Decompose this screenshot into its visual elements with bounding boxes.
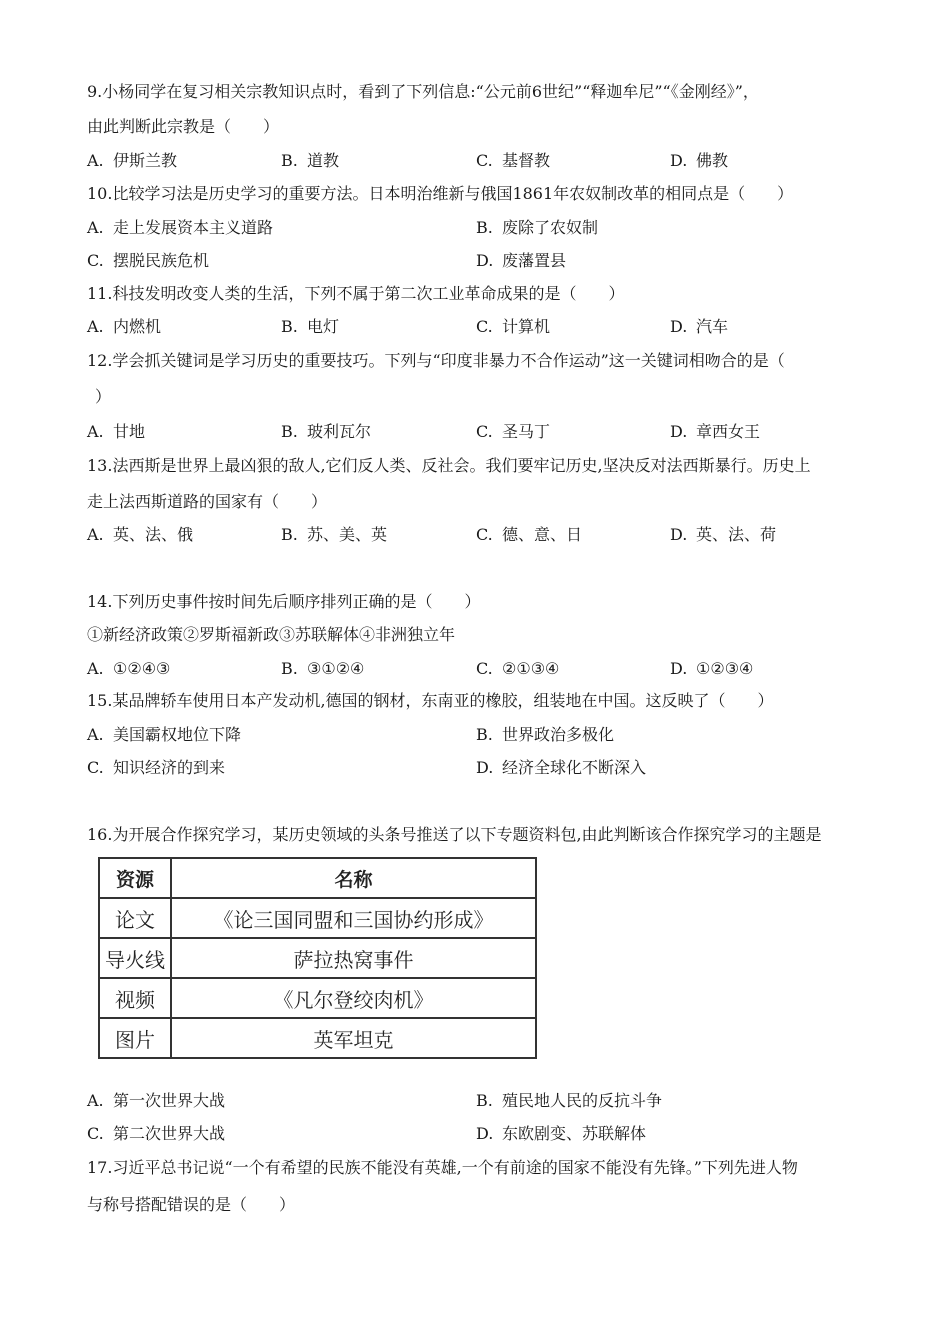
table-row bbox=[99, 898, 536, 938]
option-text: 玻利瓦尔 bbox=[307, 422, 372, 441]
resource-table bbox=[98, 857, 537, 1059]
q10-option-c[interactable] bbox=[87, 251, 209, 271]
table-cell-resource: 论文 bbox=[99, 898, 171, 938]
table-header-resource: 资源 bbox=[99, 858, 171, 898]
option-letter: A. bbox=[87, 317, 104, 336]
question-13-stem: 13.法西斯是世界上最凶狠的敌人,它们反人类、反社会。我们要牢记历史,坚决反对法西斯暴行。历史上 bbox=[87, 456, 811, 475]
q14-option-a[interactable] bbox=[87, 659, 170, 679]
table-cell-resource: 视频 bbox=[99, 978, 171, 1018]
option-letter: A. bbox=[87, 218, 104, 237]
option-letter: D. bbox=[476, 251, 494, 270]
q11-option-b[interactable] bbox=[281, 317, 339, 337]
option-text: 英、法、荷 bbox=[696, 525, 777, 544]
option-letter: C. bbox=[87, 1124, 104, 1143]
question-14-stem: 14.下列历史事件按时间先后顺序排列正确的是（ ） bbox=[87, 592, 481, 611]
q10-option-d[interactable] bbox=[476, 251, 566, 271]
q10-option-a[interactable] bbox=[87, 218, 273, 238]
option-text: 章西女王 bbox=[696, 422, 761, 441]
table-row bbox=[99, 978, 536, 1018]
table-cell-name: 萨拉热窝事件 bbox=[171, 938, 536, 978]
question-16-stem: 16.为开展合作探究学习，某历史领域的头条号推送了以下专题资料包,由此判断该合作探究学习的主题是 bbox=[87, 825, 822, 844]
option-letter: C. bbox=[476, 317, 493, 336]
option-letter: C. bbox=[476, 659, 493, 678]
q11-option-d[interactable] bbox=[670, 317, 728, 337]
option-text: 圣马丁 bbox=[502, 422, 551, 441]
option-text: 殖民地人民的反抗斗争 bbox=[502, 1091, 663, 1110]
q15-option-d[interactable] bbox=[476, 758, 646, 778]
q16-option-b[interactable] bbox=[476, 1091, 662, 1111]
option-text: 英、法、俄 bbox=[113, 525, 194, 544]
option-text: 佛教 bbox=[696, 151, 729, 170]
question-17-stem-cont: 与称号搭配错误的是（ ） bbox=[87, 1195, 296, 1214]
table-cell-resource: 导火线 bbox=[99, 938, 171, 978]
option-text: ①②③④ bbox=[696, 659, 754, 678]
q16-option-d[interactable] bbox=[476, 1124, 646, 1144]
question-10-stem: 10.比较学习法是历史学习的重要方法。日本明治维新与俄国1861年农奴制改革的相同点是（ ） bbox=[87, 184, 794, 203]
option-letter: B. bbox=[476, 725, 493, 744]
option-letter: C. bbox=[476, 151, 493, 170]
option-text: 摆脱民族危机 bbox=[113, 251, 210, 270]
option-letter: C. bbox=[476, 525, 493, 544]
option-text: 道教 bbox=[307, 151, 340, 170]
question-11-stem: 11.科技发明改变人类的生活，下列不属于第二次工业革命成果的是（ ） bbox=[87, 284, 625, 303]
option-letter: D. bbox=[670, 659, 688, 678]
q12-option-d[interactable] bbox=[670, 422, 760, 442]
option-text: 计算机 bbox=[502, 317, 551, 336]
q12-option-a[interactable] bbox=[87, 422, 145, 442]
option-text: 废藩置县 bbox=[502, 251, 567, 270]
option-text: 电灯 bbox=[307, 317, 340, 336]
option-letter: A. bbox=[87, 151, 104, 170]
table-cell-name: 《凡尔登绞肉机》 bbox=[171, 978, 536, 1018]
option-text: 美国霸权地位下降 bbox=[113, 725, 242, 744]
q12-option-c[interactable] bbox=[476, 422, 550, 442]
option-text: 伊斯兰教 bbox=[113, 151, 178, 170]
option-text: 世界政治多极化 bbox=[502, 725, 615, 744]
option-letter: D. bbox=[476, 1124, 494, 1143]
option-letter: D. bbox=[670, 422, 688, 441]
q14-option-c[interactable] bbox=[476, 659, 559, 679]
q13-option-b[interactable] bbox=[281, 525, 387, 545]
option-text: 走上发展资本主义道路 bbox=[113, 218, 274, 237]
q12-option-b[interactable] bbox=[281, 422, 371, 442]
table-cell-name: 《论三国同盟和三国协约形成》 bbox=[171, 898, 536, 938]
option-letter: A. bbox=[87, 525, 104, 544]
q11-option-c[interactable] bbox=[476, 317, 550, 337]
option-letter: A. bbox=[87, 1091, 104, 1110]
table-cell-resource: 图片 bbox=[99, 1018, 171, 1058]
q9-option-b[interactable] bbox=[281, 151, 339, 171]
table-header-name: 名称 bbox=[171, 858, 536, 898]
q14-option-b[interactable] bbox=[281, 659, 364, 679]
q15-option-c[interactable] bbox=[87, 758, 225, 778]
option-letter: B. bbox=[281, 151, 298, 170]
table-row bbox=[99, 1018, 536, 1058]
option-text: 甘地 bbox=[113, 422, 146, 441]
option-letter: B. bbox=[281, 317, 298, 336]
option-text: 东欧剧变、苏联解体 bbox=[502, 1124, 647, 1143]
option-text: 基督教 bbox=[502, 151, 551, 170]
option-letter: C. bbox=[476, 422, 493, 441]
q9-option-a[interactable] bbox=[87, 151, 177, 171]
question-13-stem-cont: 走上法西斯道路的国家有（ ） bbox=[87, 492, 328, 511]
option-text: ①②④③ bbox=[113, 659, 171, 678]
question-9-stem: 9.小杨同学在复习相关宗教知识点时，看到了下列信息:“公元前6世纪”“释迦牟尼”“《金刚经》”， bbox=[87, 82, 759, 101]
q10-option-b[interactable] bbox=[476, 218, 598, 238]
option-text: 汽车 bbox=[696, 317, 729, 336]
q13-option-c[interactable] bbox=[476, 525, 582, 545]
option-text: 知识经济的到来 bbox=[113, 758, 226, 777]
option-letter: B. bbox=[476, 1091, 493, 1110]
table-cell-name: 英军坦克 bbox=[171, 1018, 536, 1058]
q9-option-d[interactable] bbox=[670, 151, 728, 171]
q15-option-b[interactable] bbox=[476, 725, 614, 745]
question-12-stem-cont: ） bbox=[95, 387, 112, 406]
option-letter: D. bbox=[670, 317, 688, 336]
option-letter: B. bbox=[281, 525, 298, 544]
q14-option-d[interactable] bbox=[670, 659, 753, 679]
option-letter: B. bbox=[281, 422, 298, 441]
question-17-stem: 17.习近平总书记说“一个有希望的民族不能没有英雄,一个有前途的国家不能没有先锋。”下列先进人物 bbox=[87, 1158, 798, 1177]
q13-option-d[interactable] bbox=[670, 525, 776, 545]
q11-option-a[interactable] bbox=[87, 317, 161, 337]
option-text: 废除了农奴制 bbox=[502, 218, 599, 237]
q13-option-a[interactable] bbox=[87, 525, 193, 545]
option-letter: B. bbox=[281, 659, 298, 678]
option-letter: A. bbox=[87, 725, 104, 744]
option-text: ②①③④ bbox=[502, 659, 560, 678]
question-15-stem: 15.某品牌轿车使用日本产发动机,德国的钢材，东南亚的橡胶，组装地在中国。这反映了（ ） bbox=[87, 691, 774, 710]
option-text: 经济全球化不断深入 bbox=[502, 758, 647, 777]
option-letter: D. bbox=[476, 758, 494, 777]
table-row bbox=[99, 938, 536, 978]
q16-option-c[interactable] bbox=[87, 1124, 225, 1144]
option-letter: A. bbox=[87, 422, 104, 441]
option-letter: D. bbox=[670, 151, 688, 170]
q15-option-a[interactable] bbox=[87, 725, 241, 745]
option-text: ③①②④ bbox=[307, 659, 365, 678]
option-letter: A. bbox=[87, 659, 104, 678]
question-14-events: ①新经济政策②罗斯福新政③苏联解体④非洲独立年 bbox=[87, 625, 456, 644]
q9-option-c[interactable] bbox=[476, 151, 550, 171]
option-letter: D. bbox=[670, 525, 688, 544]
option-text: 德、意、日 bbox=[502, 525, 583, 544]
q16-option-a[interactable] bbox=[87, 1091, 225, 1111]
option-letter: C. bbox=[87, 758, 104, 777]
option-text: 第一次世界大战 bbox=[113, 1091, 226, 1110]
table-header-row bbox=[99, 858, 536, 898]
option-text: 苏、美、英 bbox=[307, 525, 388, 544]
question-9-stem-cont: 由此判断此宗教是（ ） bbox=[87, 117, 280, 136]
option-text: 第二次世界大战 bbox=[113, 1124, 226, 1143]
option-letter: C. bbox=[87, 251, 104, 270]
question-12-stem: 12.学会抓关键词是学习历史的重要技巧。下列与“印度非暴力不合作运动”这一关键词相吻合的是（ bbox=[87, 351, 785, 370]
option-letter: B. bbox=[476, 218, 493, 237]
option-text: 内燃机 bbox=[113, 317, 162, 336]
